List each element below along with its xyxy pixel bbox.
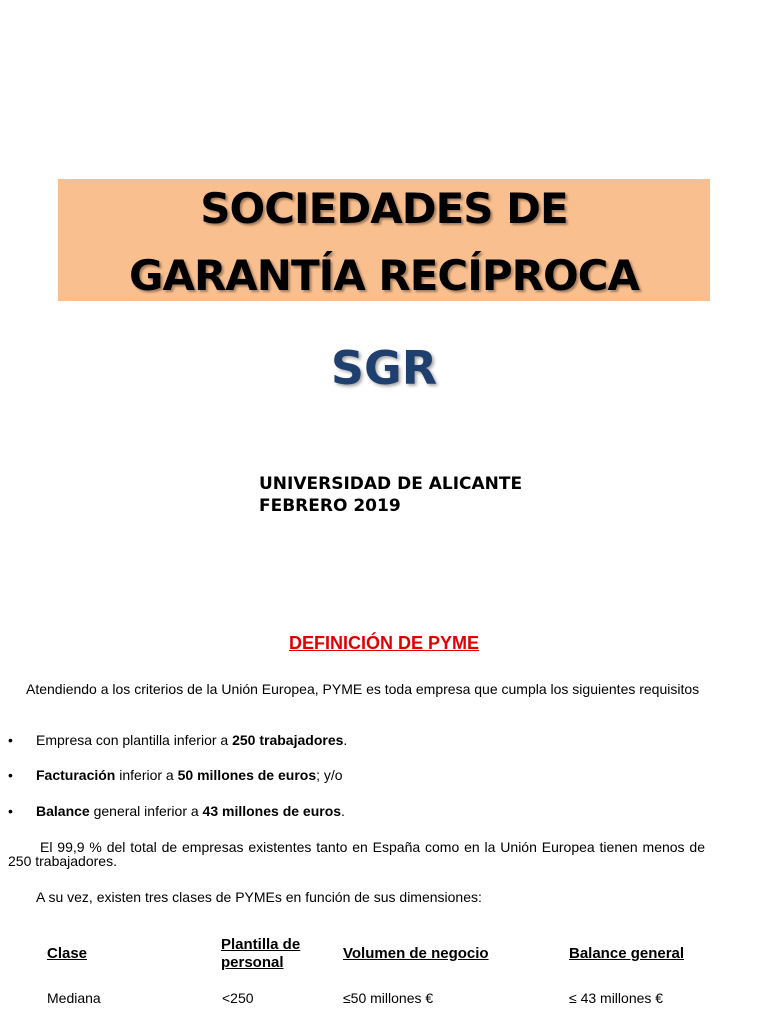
institution-name: UNIVERSIDAD DE ALICANTE [259, 474, 523, 494]
intro-paragraph: Atendiendo a los criterios de la Unión Europea, PYME es toda empresa que cumpla los siguientes requisitos [26, 681, 700, 697]
table-header-clase: Clase [47, 945, 88, 962]
bullet-item-plantilla: • Empresa con plantilla inferior a 250 trabajadores. [8, 732, 348, 748]
statistic-paragraph: El 99,9 % del total de empresas existentes tanto en España como en la Unión Europea tienen menos de 250 trabajadores. [8, 839, 705, 869]
title-line-2: GARANTÍA RECÍPROCA [128, 251, 639, 300]
table-cell-volumen: ≤50 millones € [343, 990, 434, 1006]
document-date: FEBRERO 2019 [259, 496, 401, 516]
table-cell-clase: Mediana [47, 990, 101, 1006]
table-cell-balance: ≤ 43 millones € [569, 990, 664, 1006]
title-line-1: SOCIEDADES DE [200, 184, 568, 233]
bullet-item-facturacion: • Facturación inferior a 50 millones de euros; y/o [8, 767, 343, 783]
definition-heading: DEFINICIÓN DE PYME [288, 633, 480, 653]
table-cell-plantilla: <250 [222, 990, 254, 1006]
bullet-dot: • [8, 767, 13, 783]
classes-intro: A su vez, existen tres clases de PYMEs en función de sus dimensiones: [36, 889, 482, 905]
bullet-dot: • [8, 803, 13, 819]
table-header-plantilla: Plantilla de personal [221, 936, 301, 971]
acronym-title: SGR [330, 341, 438, 395]
bullet-item-balance: • Balance general inferior a 43 millones de euros. [8, 803, 345, 819]
table-header-volumen: Volumen de negocio [343, 945, 489, 962]
table-header-balance: Balance general [569, 945, 685, 962]
bullet-dot: • [8, 732, 13, 748]
